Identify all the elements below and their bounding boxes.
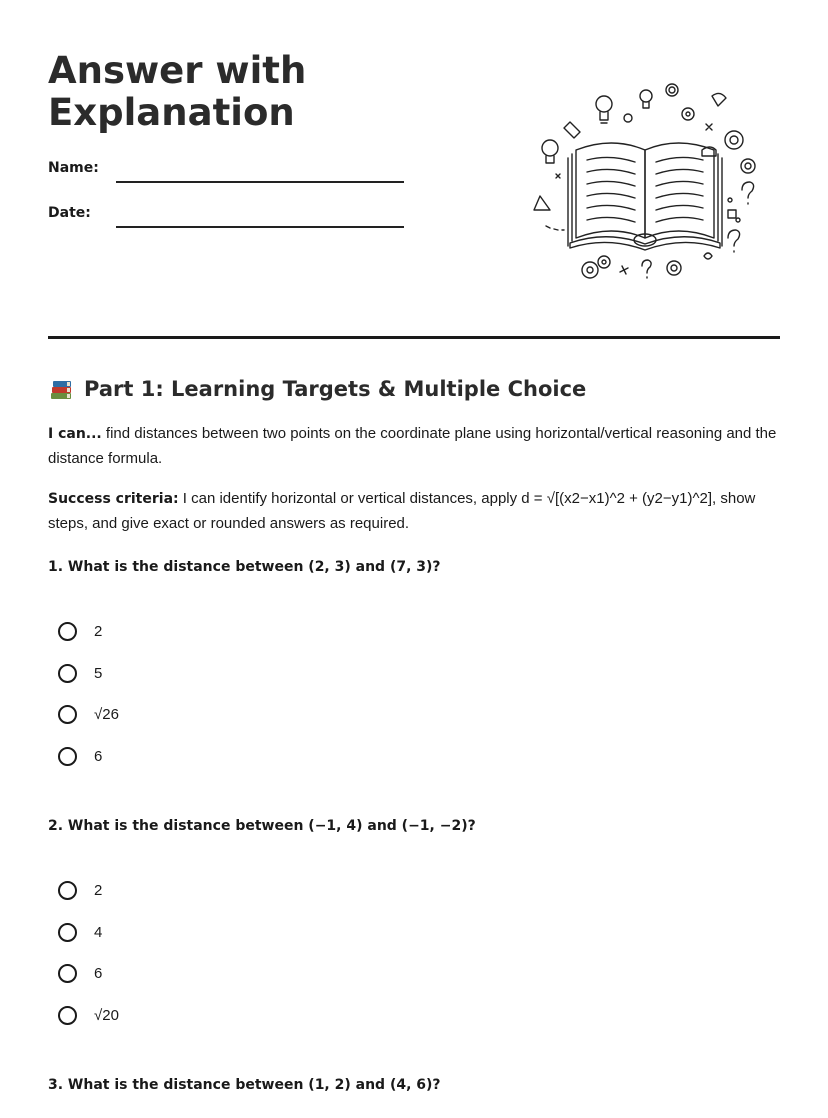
question-1-option-2[interactable] [58, 661, 102, 685]
learning-target [48, 422, 778, 471]
radio-button[interactable] [58, 747, 77, 766]
i-can-label: I can... [48, 426, 102, 442]
name-label: Name: [48, 160, 99, 176]
option-label: 6 [94, 747, 103, 765]
radio-button[interactable] [58, 705, 77, 724]
question-1-text: 1. What is the distance between (2, 3) and (7, 3)? [48, 559, 441, 575]
title-line-1: Answer with [48, 49, 307, 92]
question-1-option-4[interactable] [58, 744, 102, 768]
section-divider [48, 336, 780, 339]
option-label: 2 [94, 622, 103, 640]
success-criteria-label: Success criteria: [48, 491, 179, 507]
page-title [48, 50, 388, 134]
books-icon [48, 376, 74, 402]
date-field[interactable] [116, 226, 404, 228]
name-field[interactable] [116, 181, 404, 183]
radio-button[interactable] [58, 664, 77, 683]
option-label: 2 [94, 881, 103, 899]
open-book-with-doodles-icon [532, 78, 764, 290]
radio-button[interactable] [58, 923, 77, 942]
option-label: 5 [94, 664, 103, 682]
question-2-option-1[interactable] [58, 878, 102, 902]
radio-button[interactable] [58, 881, 77, 900]
option-label: 6 [94, 964, 103, 982]
section-heading-part-1 [48, 374, 586, 404]
title-line-2: Explanation [48, 91, 295, 134]
option-label: √26 [94, 705, 119, 723]
question-2-option-4[interactable] [58, 1003, 119, 1027]
question-2-option-3[interactable] [58, 961, 102, 985]
date-label: Date: [48, 205, 91, 221]
radio-button[interactable] [58, 622, 77, 641]
radio-button[interactable] [58, 964, 77, 983]
success-criteria-text: I can identify horizontal or vertical distances, apply d = √[(x2−x1)^2 + (y2−y1)^2], show steps, and give exact or rounded answers as required. [48, 490, 756, 532]
radio-button[interactable] [58, 1006, 77, 1025]
question-1-option-1[interactable] [58, 619, 102, 643]
section-heading-text: Part 1: Learning Targets & Multiple Choice [84, 377, 587, 401]
question-1-option-3[interactable] [58, 702, 119, 726]
i-can-text: find distances between two points on the coordinate plane using horizontal/vertical reasoning and the distance formula. [48, 425, 777, 467]
question-2-text: 2. What is the distance between (−1, 4) and (−1, −2)? [48, 818, 476, 834]
success-criteria [48, 487, 778, 536]
option-label: 4 [94, 923, 103, 941]
question-3-text: 3. What is the distance between (1, 2) and (4, 6)? [48, 1077, 441, 1093]
option-label: √20 [94, 1006, 119, 1024]
question-2-option-2[interactable] [58, 920, 102, 944]
